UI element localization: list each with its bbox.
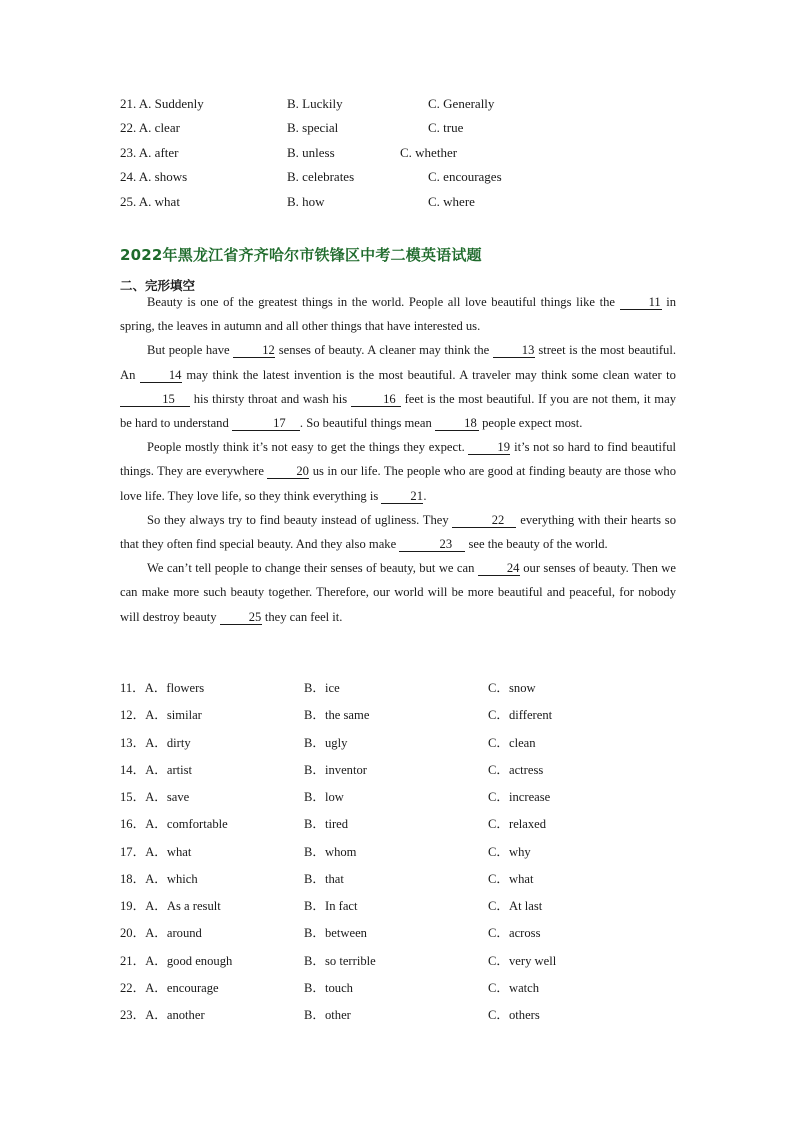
blank-23: 23 bbox=[399, 537, 465, 552]
option-row bbox=[120, 843, 680, 870]
option-a: 17．A．what bbox=[120, 844, 192, 859]
blank-11: 11 bbox=[620, 295, 662, 310]
option-b: B．so terrible bbox=[304, 953, 376, 968]
paragraph-1 bbox=[120, 290, 676, 338]
paragraph-3 bbox=[120, 435, 676, 508]
option-a: 20．A．around bbox=[120, 926, 202, 941]
option-b: B. celebrates bbox=[287, 169, 355, 185]
option-b: B．tired bbox=[304, 817, 349, 832]
option-a: 25. A. what bbox=[120, 193, 180, 209]
option-b: B．low bbox=[304, 790, 344, 804]
option-a: 21. A. Suddenly bbox=[120, 96, 204, 111]
blank-15: 15 bbox=[120, 392, 190, 407]
passage-text: street is the most beautiful. An bbox=[120, 343, 676, 382]
option-row bbox=[120, 924, 680, 951]
passage-text: it’s not so hard to find beautiful things. They are everywhere bbox=[120, 440, 676, 479]
option-c: C．others bbox=[488, 1008, 540, 1022]
blank-24: 24 bbox=[478, 561, 520, 576]
option-a: 24. A. shows bbox=[120, 169, 188, 185]
option-c: C. whether bbox=[400, 144, 458, 160]
option-a: 21．A．good enough bbox=[120, 953, 233, 968]
option-row bbox=[120, 144, 680, 168]
option-a: 13．A．dirty bbox=[120, 735, 191, 750]
option-row bbox=[120, 706, 680, 733]
option-a: 12．A．similar bbox=[120, 708, 202, 723]
option-c: C. true bbox=[428, 120, 464, 136]
blank-12: 12 bbox=[233, 343, 275, 358]
passage-text: our senses of beauty. Then we can make more such beauty together. Therefore, our world will be more beautiful and peaceful, for nobody will destroy beauty bbox=[120, 561, 676, 624]
option-b: B. how bbox=[287, 193, 325, 209]
passage-text: senses of beauty. A cleaner may think the bbox=[275, 343, 493, 358]
option-c: C．different bbox=[488, 708, 553, 723]
blank-19: 19 bbox=[468, 440, 510, 455]
option-row bbox=[120, 870, 680, 897]
paragraph-5 bbox=[120, 556, 676, 629]
option-a: 22．A．encourage bbox=[120, 980, 219, 995]
option-a: 22. A. clear bbox=[120, 120, 180, 136]
passage-text: in spring, the leaves in autumn and all other things that have interested us. bbox=[120, 295, 676, 334]
passage-text: people expect most. bbox=[478, 416, 583, 431]
blank-22: 22 bbox=[452, 513, 516, 528]
option-b: B．inventor bbox=[304, 762, 367, 777]
passage-text: us in our life. The people who are good at finding beauty are those who love life. They love life, so they think everything is bbox=[120, 464, 676, 503]
option-row bbox=[120, 815, 680, 842]
option-a: 23．A．another bbox=[120, 1008, 205, 1022]
paragraph-2 bbox=[120, 338, 676, 435]
option-row bbox=[120, 761, 680, 788]
option-a: 23. A. after bbox=[120, 144, 179, 160]
option-row bbox=[120, 168, 680, 192]
option-row bbox=[120, 952, 680, 979]
option-b: B．whom bbox=[304, 844, 357, 859]
option-row bbox=[120, 119, 680, 143]
passage-text: may think the latest invention is the most beautiful. A traveler may think some clean water to bbox=[181, 367, 676, 382]
option-b: B. special bbox=[287, 120, 339, 136]
option-row bbox=[120, 95, 680, 119]
option-c: C．At last bbox=[488, 899, 543, 913]
paragraph-4 bbox=[120, 508, 676, 556]
cloze-passage bbox=[120, 290, 676, 629]
option-c: C. Generally bbox=[428, 96, 495, 111]
passage-text: see the beauty of the world. bbox=[465, 537, 608, 552]
option-b: B．ugly bbox=[304, 735, 348, 750]
option-a: 11．A．flowers bbox=[120, 681, 205, 695]
option-b: B．ice bbox=[304, 681, 340, 695]
passage-text: feet is the most beautiful. If you are not them, it may be hard to understand bbox=[120, 391, 676, 431]
option-c: C．actress bbox=[488, 762, 544, 777]
answer-options bbox=[120, 679, 680, 1033]
blank-25: 25 bbox=[220, 610, 262, 625]
passage-text: everything with their hearts so that they often find special beauty. And they also make bbox=[120, 512, 677, 552]
option-b: B．the same bbox=[304, 708, 370, 723]
option-c: C．clean bbox=[488, 735, 536, 750]
option-c: C．snow bbox=[488, 681, 536, 695]
exam-title: 2022年黑龙江省齐齐哈尔市铁锋区中考二模英语试题 bbox=[120, 246, 482, 264]
option-row bbox=[120, 1006, 680, 1033]
option-b: B. Luckily bbox=[287, 96, 343, 111]
option-row bbox=[120, 979, 680, 1006]
option-b: B．In fact bbox=[304, 899, 358, 913]
previous-question-options bbox=[120, 95, 680, 217]
option-c: C. encourages bbox=[428, 169, 502, 185]
passage-text: his thirsty throat and wash his bbox=[190, 391, 351, 406]
passage-text: . bbox=[423, 488, 427, 503]
option-c: C．across bbox=[488, 926, 541, 941]
passage-text: So they always try to find beauty instead of ugliness. They bbox=[147, 512, 453, 527]
option-b: B. unless bbox=[287, 144, 335, 160]
option-row bbox=[120, 193, 680, 217]
blank-13: 13 bbox=[493, 343, 535, 358]
passage-text: People mostly think it’s not easy to get the things they expect. bbox=[147, 440, 469, 455]
option-c: C．why bbox=[488, 844, 531, 859]
blank-14: 14 bbox=[140, 368, 182, 383]
section-title: 二、完形填空 bbox=[120, 278, 196, 293]
option-c: C．what bbox=[488, 871, 534, 886]
passage-text: But people have bbox=[147, 343, 234, 358]
passage-text: Beauty is one of the greatest things in the world. People all love beautiful things like the bbox=[147, 295, 620, 309]
option-b: B．other bbox=[304, 1008, 351, 1022]
option-c: C．relaxed bbox=[488, 817, 547, 832]
option-row bbox=[120, 897, 680, 924]
option-a: 18．A．which bbox=[120, 871, 198, 886]
option-a: 16．A．comfortable bbox=[120, 817, 228, 832]
option-b: B．that bbox=[304, 871, 344, 886]
option-c: C．very well bbox=[488, 953, 557, 968]
option-a: 19．A．As a result bbox=[120, 899, 221, 913]
option-row bbox=[120, 734, 680, 761]
passage-text: We can’t tell people to change their senses of beauty, but we can bbox=[147, 561, 478, 576]
option-row bbox=[120, 679, 680, 706]
blank-20: 20 bbox=[267, 464, 309, 479]
passage-text: . So beautiful things mean bbox=[299, 416, 435, 431]
option-c: C．increase bbox=[488, 790, 551, 804]
option-c: C. where bbox=[428, 193, 475, 209]
blank-16: 16 bbox=[351, 392, 401, 407]
passage-text: they can feel it. bbox=[261, 609, 343, 624]
option-b: B．touch bbox=[304, 980, 353, 995]
option-a: 14．A．artist bbox=[120, 762, 193, 777]
option-c: C．watch bbox=[488, 980, 540, 995]
option-b: B．between bbox=[304, 926, 367, 941]
option-row bbox=[120, 788, 680, 815]
blank-17: 17 bbox=[232, 416, 300, 431]
blank-21: 21 bbox=[381, 489, 423, 504]
blank-18: 18 bbox=[435, 416, 479, 431]
option-a: 15．A．save bbox=[120, 790, 190, 804]
